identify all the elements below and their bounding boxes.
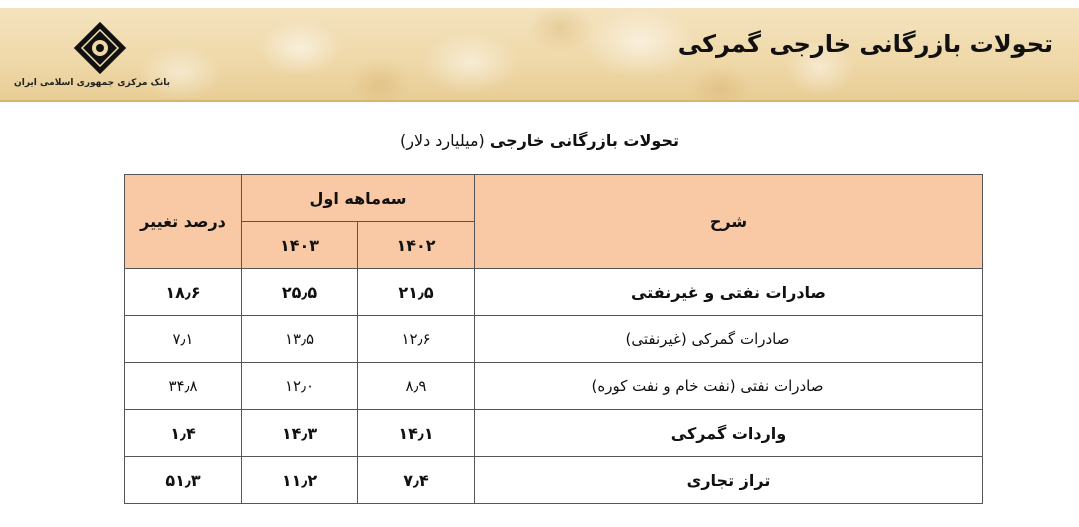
- row-value-1402: ۲۱٫۵: [358, 269, 475, 316]
- table-title: [0, 131, 1079, 150]
- row-change: ۳۴٫۸: [125, 363, 242, 410]
- central-bank-logo-icon: [72, 20, 128, 76]
- row-value-1403: ۱۲٫۰: [242, 363, 358, 410]
- table-title-unit: (میلیارد دلار): [399, 131, 485, 150]
- header-description: شرح: [475, 175, 983, 269]
- row-change: ۷٫۱: [125, 316, 242, 363]
- row-value-1403: ۱۱٫۲: [242, 457, 358, 504]
- row-description: واردات گمرکی: [475, 410, 983, 457]
- row-description: صادرات گمرکی (غیرنفتی): [475, 316, 983, 363]
- table-row: [125, 316, 983, 363]
- header-year-1403: ۱۴۰۳: [242, 222, 358, 269]
- row-value-1402: ۱۴٫۱: [358, 410, 475, 457]
- table-row: [125, 457, 983, 504]
- row-value-1402: ۷٫۴: [358, 457, 475, 504]
- logo-caption: بانک مرکزی جمهوری اسلامی ایران: [14, 78, 170, 88]
- header-year-1402: ۱۴۰۲: [358, 222, 475, 269]
- row-value-1403: ۲۵٫۵: [242, 269, 358, 316]
- row-change: ۵۱٫۳: [125, 457, 242, 504]
- table-row: [125, 269, 983, 316]
- row-description: تراز تجاری: [475, 457, 983, 504]
- row-description: صادرات نفتی (نفت خام و نفت کوره): [475, 363, 983, 410]
- table-row: [125, 363, 983, 410]
- row-value-1402: ۱۲٫۶: [358, 316, 475, 363]
- row-change: ۱٫۴: [125, 410, 242, 457]
- header-quarter-group: سه‌ماهه اول: [242, 175, 475, 222]
- trade-table: [124, 174, 983, 504]
- row-change: ۱۸٫۶: [125, 269, 242, 316]
- row-description: صادرات نفتی و غیرنفتی: [475, 269, 983, 316]
- row-value-1403: ۱۴٫۳: [242, 410, 358, 457]
- header-banner: [0, 8, 1079, 102]
- table-row: [125, 410, 983, 457]
- page-title: تحولات بازرگانی خارجی گمرکی: [677, 30, 1053, 58]
- header-change-percent: درصد تغییر: [125, 175, 242, 269]
- table-title-main: تحولات بازرگانی خارجی: [489, 131, 679, 150]
- row-value-1402: ۸٫۹: [358, 363, 475, 410]
- row-value-1403: ۱۳٫۵: [242, 316, 358, 363]
